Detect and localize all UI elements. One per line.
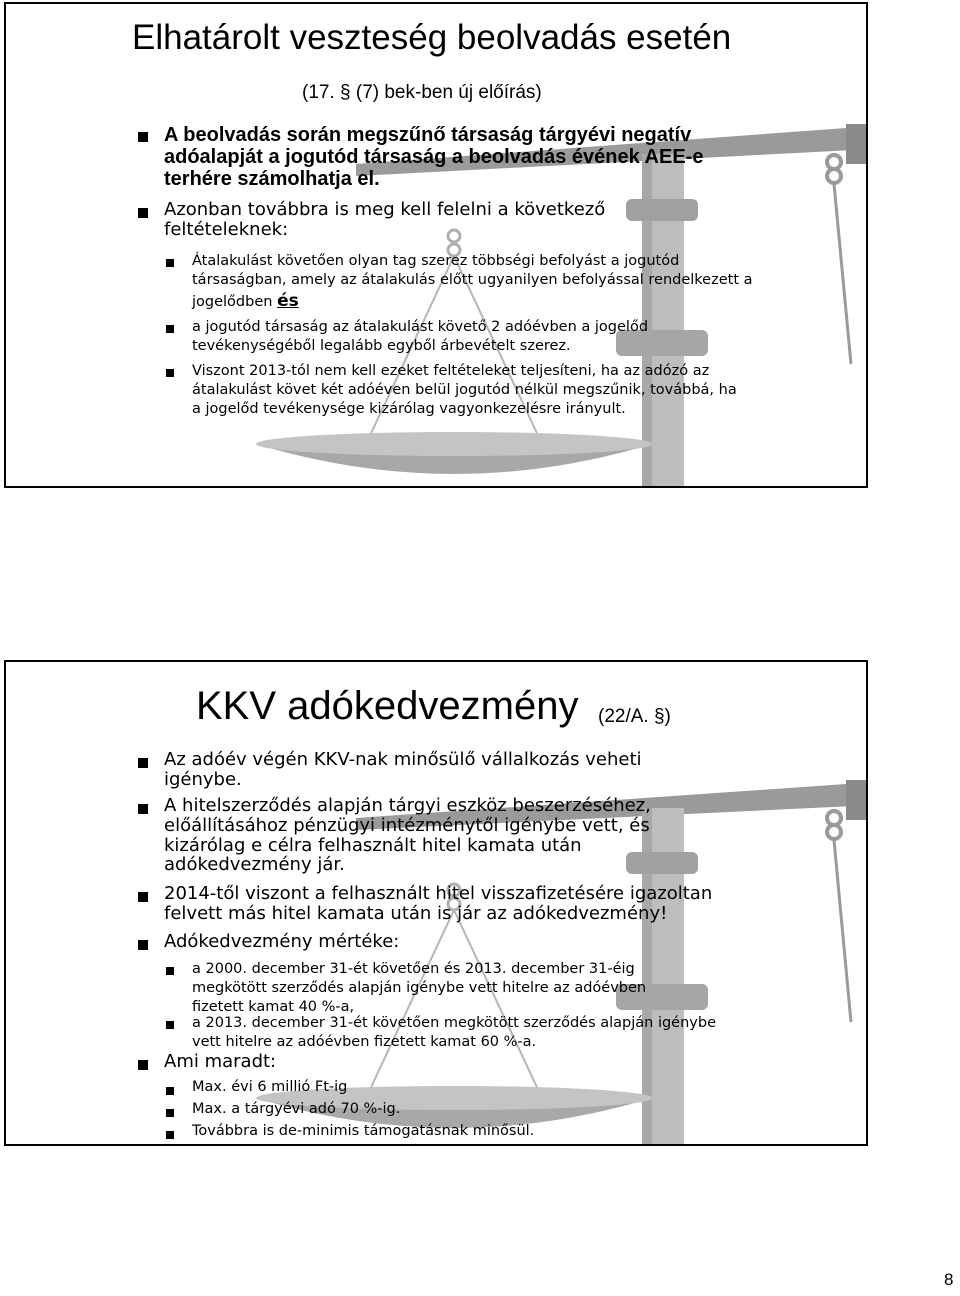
bullet-square-icon bbox=[138, 758, 148, 768]
slide-subtitle: (17. § (7) bek-ben új előírás) bbox=[302, 82, 542, 103]
bullet-item bbox=[138, 884, 744, 924]
slide-title: KKV adókedvezmény bbox=[196, 684, 579, 728]
bullet-square-icon bbox=[138, 1060, 148, 1070]
bullet-square-icon bbox=[166, 325, 174, 333]
emphasis-and: és bbox=[277, 290, 299, 311]
bullet-item bbox=[138, 200, 684, 240]
sub-bullet-text: a jogutód társaság az átalakulást követő 2 adóévben a jogelőd tevékenységéből legalább egyből árbevételt szerez. bbox=[192, 319, 649, 354]
bullet-item bbox=[138, 124, 764, 190]
bullet-text: Ami maradt: bbox=[164, 1051, 277, 1072]
bullet-item bbox=[138, 796, 684, 875]
bullet-square-icon bbox=[166, 259, 174, 267]
sub-bullet-item bbox=[164, 1014, 716, 1052]
bullet-text: A beolvadás során megszűnő társaság tárgyévi negatív adóalapját a jogutód társaság a beolvadás évének AEE-e terhére számolhatja el. bbox=[164, 124, 704, 190]
sub-bullet-item bbox=[164, 1080, 692, 1096]
bullet-square-icon bbox=[138, 804, 148, 814]
bullet-square-icon bbox=[166, 1021, 174, 1029]
bullet-text: Adókedvezmény mértéke: bbox=[164, 931, 400, 952]
bullet-text: 2014-től viszont a felhasznált hitel visszafizetésére igazoltan felvett más hitel kamata után is jár az adókedvezmény! bbox=[164, 883, 713, 924]
sub-bullet-text: Továbbra is de-minimis támogatásnak minősül. bbox=[192, 1123, 535, 1139]
sub-bullet-text: a 2013. december 31-ét követően megkötött szerződés alapján igénybe vett hitelre az adóévben fizetett kamat 60 %-a. bbox=[192, 1015, 717, 1050]
slide-elhatarolt-veszteseg bbox=[4, 2, 868, 488]
bullet-text: Azonban továbbra is meg kell felelni a következő feltételeknek: bbox=[164, 199, 606, 240]
slide-subtitle: (22/A. §) bbox=[598, 706, 671, 727]
slide-kkv-adokedvezmeny bbox=[4, 660, 868, 1146]
bullet-item bbox=[138, 1052, 564, 1072]
sub-bullet-text: Max. évi 6 millió Ft-ig bbox=[192, 1079, 348, 1095]
sub-bullet-item bbox=[164, 1102, 692, 1118]
bullet-square-icon bbox=[138, 892, 148, 902]
slide-title: Elhatárolt veszteség beolvadás esetén bbox=[132, 18, 732, 57]
bullet-text: A hitelszerződés alapján tárgyi eszköz beszerzéséhez, előállításához pénzügyi intézménytől igénybe vett, és kizárólag e célra felhasznált hitel kamata után adókedvezmény jár. bbox=[164, 795, 651, 876]
sub-bullet-item bbox=[164, 252, 756, 312]
sub-bullet-text: Átalakulást követően olyan tag szerez többségi befolyást a jogutód társaságban, amely az átalakulás előtt ugyanilyen befolyással rendelkezett a jogelődben bbox=[192, 253, 753, 310]
bullet-square-icon bbox=[166, 1109, 174, 1117]
bullet-square-icon bbox=[166, 967, 174, 975]
bullet-square-icon bbox=[166, 1131, 174, 1139]
bullet-item bbox=[138, 750, 704, 790]
sub-bullet-text: Max. a tárgyévi adó 70 %-ig. bbox=[192, 1101, 401, 1117]
sub-bullet-item bbox=[164, 318, 732, 356]
sub-bullet-item bbox=[164, 1124, 692, 1140]
bullet-text: Az adóév végén KKV-nak minősülő vállalkozás veheti igénybe. bbox=[164, 749, 642, 790]
bullet-square-icon bbox=[138, 208, 148, 218]
bullet-square-icon bbox=[166, 369, 174, 377]
bullet-square-icon bbox=[166, 1087, 174, 1095]
sub-bullet-item bbox=[164, 960, 702, 1017]
sub-bullet-text: Viszont 2013-tól nem kell ezeket feltételeket teljesíteni, ha az adózó az átalakulást követ két adóéven belül jogutód nélkül megszűnik, továbbá, ha a jogelőd tevékenysége kizárólag vagyonkezelésre irányult. bbox=[192, 363, 737, 417]
bullet-square-icon bbox=[138, 940, 148, 950]
page-number: 8 bbox=[944, 1270, 954, 1289]
sub-bullet-text: a 2000. december 31-ét követően és 2013. december 31-éig megkötött szerződés alapján igénybe vett hitelre az adóévben fizetett kamat 40 %-a, bbox=[192, 961, 647, 1015]
sub-bullet-item bbox=[164, 362, 748, 419]
bullet-item bbox=[138, 932, 724, 952]
bullet-square-icon bbox=[138, 132, 148, 142]
